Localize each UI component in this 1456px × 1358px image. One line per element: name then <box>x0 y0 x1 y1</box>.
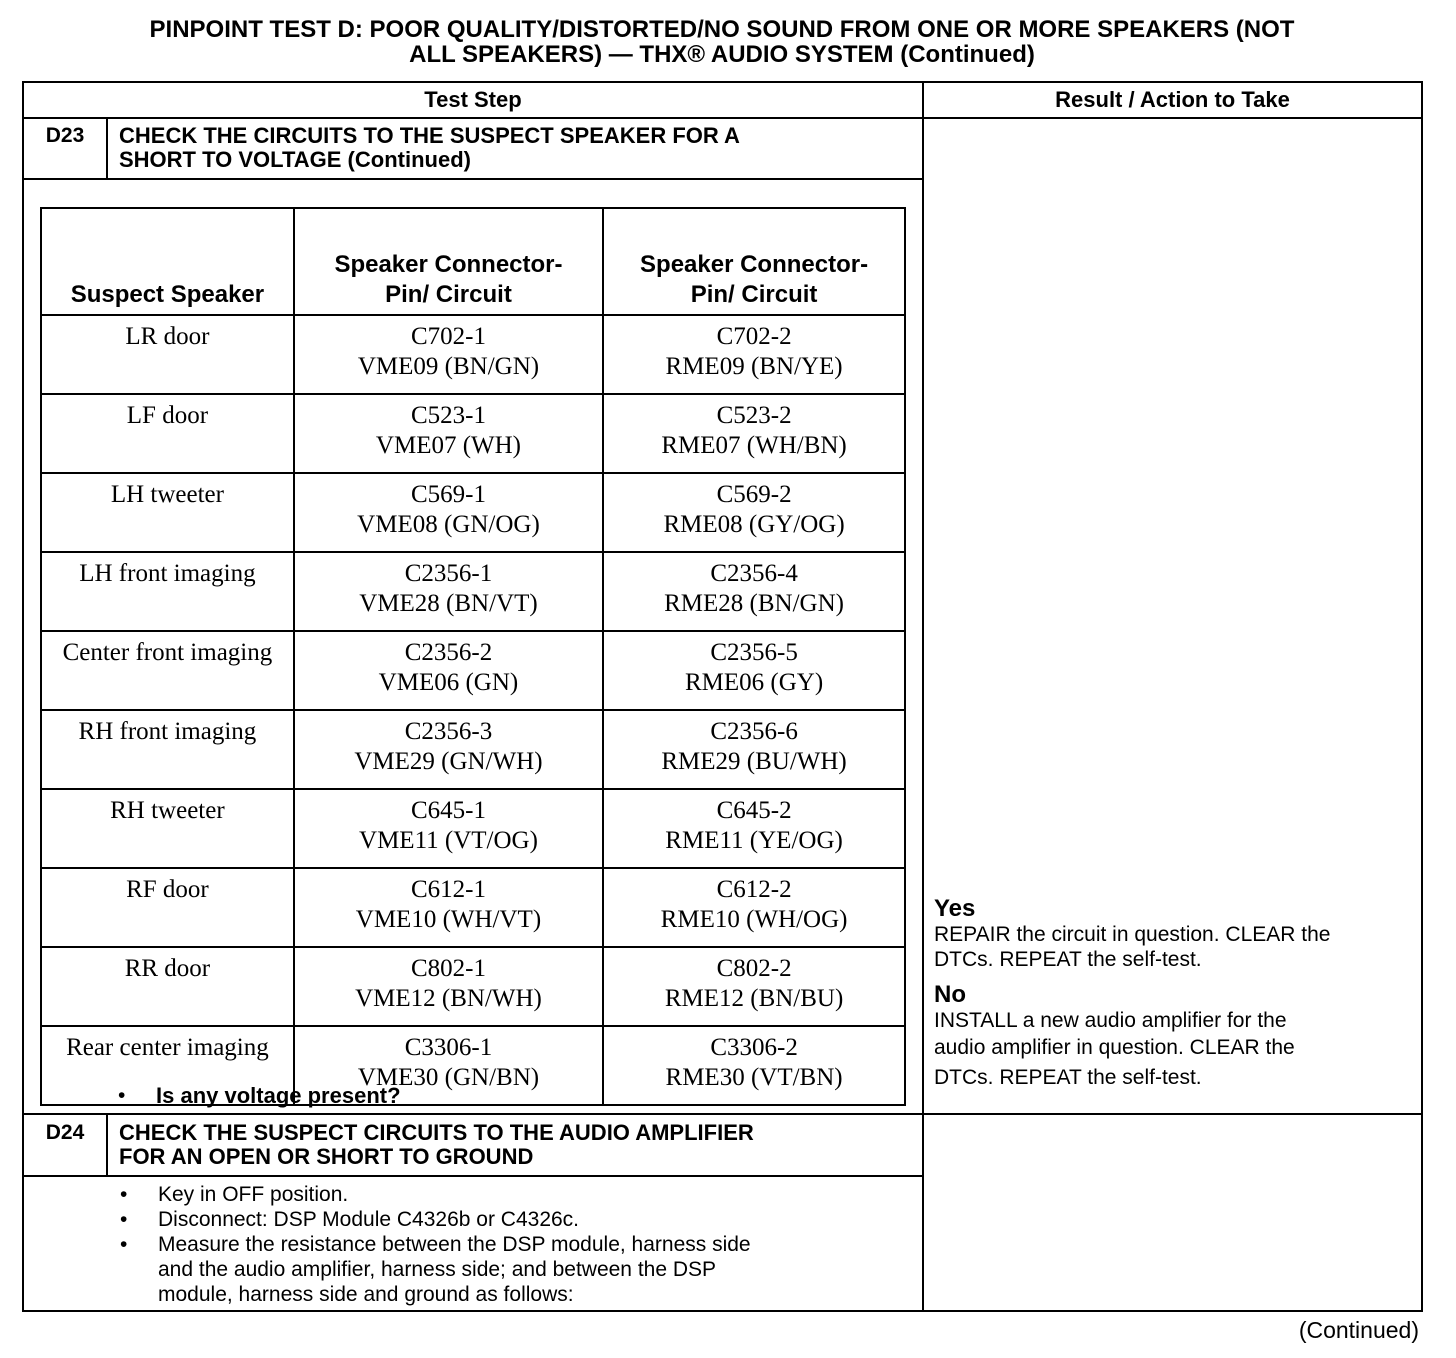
speaker-name: LF door <box>126 402 209 429</box>
connector-circuit-cell-2 <box>603 789 905 868</box>
step-number-d23: D23 <box>45 124 85 147</box>
circuit-code: VME09 (BN/GN) <box>357 353 540 380</box>
connector-pin: C2356-3 <box>404 718 493 745</box>
header-suspect-speaker: Suspect Speaker <box>41 208 294 315</box>
d24-step-3 <box>120 1232 910 1307</box>
circuit-code: RME12 (BN/BU) <box>664 985 844 1012</box>
d24-step-2 <box>120 1207 910 1232</box>
connector-circuit-cell-2 <box>603 947 905 1026</box>
table-row <box>41 552 905 631</box>
suspect-speaker-cell <box>41 315 294 394</box>
connector-pin: C802-2 <box>716 955 792 982</box>
speaker-table-header-row <box>41 208 905 315</box>
circuit-code: VME07 (WH) <box>375 432 522 459</box>
connector-circuit-cell-1 <box>294 631 603 710</box>
bullet-icon: • <box>118 1084 126 1107</box>
connector-circuit-cell-2 <box>603 552 905 631</box>
step-title-d24-line-1: CHECK THE SUSPECT CIRCUITS TO THE AUDIO AMPLIFIER <box>119 1120 754 1145</box>
bullet-icon: • <box>120 1233 128 1256</box>
speaker-name: Center front imaging <box>62 639 273 666</box>
connector-pin: C702-2 <box>716 323 792 350</box>
connector-pin: C2356-6 <box>710 718 798 745</box>
step-title-d23 <box>119 124 909 172</box>
step-number-divider <box>106 119 108 179</box>
d24-step-3-line-1: Measure the resistance between the DSP module, harness side <box>158 1233 751 1256</box>
connector-circuit-cell-1 <box>294 710 603 789</box>
result-yes-line-1: REPAIR the circuit in question. CLEAR the <box>934 923 1331 946</box>
step-title-d24 <box>119 1121 909 1169</box>
d24-step-1-text: Key in OFF position. <box>158 1183 349 1206</box>
connector-pin: C702-1 <box>410 323 486 350</box>
step-number-divider <box>106 1115 108 1175</box>
header-divider <box>24 117 1421 119</box>
connector-circuit-cell-2 <box>603 473 905 552</box>
speaker-name: RH front imaging <box>78 718 257 745</box>
d24-step-1 <box>120 1182 910 1207</box>
speaker-name: RR door <box>124 955 211 982</box>
result-no-label: No <box>934 981 966 1008</box>
circuit-code: VME11 (VT/OG) <box>359 827 538 854</box>
step-title-d23-line-1: CHECK THE CIRCUITS TO THE SUSPECT SPEAKER FOR A <box>119 123 740 148</box>
table-row <box>41 710 905 789</box>
circuit-code: VME29 (GN/WH) <box>354 748 543 775</box>
circuit-code: RME10 (WH/OG) <box>660 906 848 933</box>
suspect-speaker-cell <box>41 631 294 710</box>
connector-pin: C3306-1 <box>404 1034 493 1061</box>
suspect-speaker-cell <box>41 868 294 947</box>
table-row <box>41 947 905 1026</box>
result-no-line-2: audio amplifier in question. CLEAR the <box>934 1036 1295 1059</box>
d24-step-3-line-2: and the audio amplifier, harness side; and between the DSP <box>158 1258 717 1281</box>
speaker-name: RF door <box>126 876 209 903</box>
speaker-name: Rear center imaging <box>66 1034 269 1061</box>
circuit-code: RME06 (GY) <box>684 669 824 696</box>
connector-pin: C2356-5 <box>710 639 798 666</box>
suspect-speaker-cell <box>41 473 294 552</box>
connector-pin: C612-1 <box>410 876 486 903</box>
connector-pin: C569-1 <box>410 481 486 508</box>
circuit-code: RME07 (WH/BN) <box>661 432 847 459</box>
header-connector-pin-circuit-1: Speaker Connector-Pin/ Circuit <box>294 208 603 315</box>
connector-circuit-cell-1 <box>294 552 603 631</box>
page-title-line-1: PINPOINT TEST D: POOR QUALITY/DISTORTED/NO SOUND FROM ONE OR MORE SPEAKERS (NOT <box>149 16 1295 43</box>
circuit-code: RME28 (BN/GN) <box>664 590 844 617</box>
connector-pin: C523-1 <box>410 402 486 429</box>
circuit-code: RME09 (BN/YE) <box>665 353 843 380</box>
continued-footer: (Continued) <box>1298 1317 1419 1343</box>
step-title-divider <box>24 1175 922 1177</box>
step-title-divider <box>24 178 922 180</box>
suspect-speaker-cell <box>41 552 294 631</box>
circuit-code: RME08 (GY/OG) <box>663 511 845 538</box>
table-row <box>41 315 905 394</box>
suspect-speaker-cell <box>41 789 294 868</box>
column-divider <box>922 83 924 1312</box>
connector-pin: C2356-2 <box>404 639 493 666</box>
connector-circuit-cell-2 <box>603 868 905 947</box>
connector-pin: C523-2 <box>716 402 792 429</box>
circuit-code: VME08 (GN/OG) <box>357 511 540 538</box>
connector-pin: C569-2 <box>716 481 792 508</box>
connector-circuit-cell-1 <box>294 789 603 868</box>
step-number-d24: D24 <box>45 1121 85 1144</box>
suspect-speaker-cell <box>41 710 294 789</box>
table-row <box>41 473 905 552</box>
table-row <box>41 631 905 710</box>
circuit-code: VME10 (WH/VT) <box>355 906 542 933</box>
connector-circuit-cell-2 <box>603 631 905 710</box>
bullet-icon: • <box>120 1208 128 1231</box>
table-row <box>41 868 905 947</box>
column-header-result-action: Result / Action to Take <box>1055 87 1290 112</box>
result-yes-label: Yes <box>934 895 976 922</box>
speaker-name: LH front imaging <box>79 560 256 587</box>
connector-pin: C612-2 <box>716 876 792 903</box>
connector-pin: C645-2 <box>716 797 792 824</box>
connector-pin: C3306-2 <box>710 1034 798 1061</box>
connector-circuit-cell-1 <box>294 868 603 947</box>
connector-circuit-cell-1 <box>294 394 603 473</box>
bullet-icon: • <box>120 1183 128 1206</box>
speaker-name: LH tweeter <box>110 481 224 508</box>
circuit-code: RME11 (YE/OG) <box>665 827 843 854</box>
table-row <box>41 394 905 473</box>
result-yes-line-2: DTCs. REPEAT the self-test. <box>934 948 1202 971</box>
pinpoint-test-table <box>22 81 1423 1312</box>
header-connector-pin-circuit-2: Speaker Connector-Pin/ Circuit <box>603 208 905 315</box>
step-separator-d23-d24 <box>24 1113 1421 1115</box>
step-title-d23-line-2: SHORT TO VOLTAGE (Continued) <box>119 147 471 172</box>
step-title-d24-line-2: FOR AN OPEN OR SHORT TO GROUND <box>119 1144 534 1169</box>
speaker-name: RH tweeter <box>110 797 225 824</box>
d24-step-3-line-3: module, harness side and ground as follows: <box>158 1283 574 1306</box>
speaker-name: LR door <box>125 323 210 350</box>
page-title <box>22 17 1422 67</box>
d24-step-2-text: Disconnect: DSP Module C4326b or C4326c. <box>158 1208 580 1231</box>
circuit-code: VME30 (GN/BN) <box>357 1064 540 1091</box>
column-header-test-step: Test Step <box>424 87 522 112</box>
connector-circuit-cell-2 <box>603 710 905 789</box>
suspect-speaker-cell <box>41 394 294 473</box>
table-row <box>41 789 905 868</box>
result-no-line-1: INSTALL a new audio amplifier for the <box>934 1009 1287 1032</box>
d23-result <box>934 896 1422 1093</box>
result-no-line-3: DTCs. REPEAT the self-test. <box>934 1066 1202 1089</box>
connector-pin: C2356-1 <box>404 560 493 587</box>
page-title-line-2: ALL SPEAKERS) — THX® AUDIO SYSTEM (Continued) <box>409 41 1035 68</box>
speaker-table-body <box>41 315 905 1105</box>
connector-circuit-cell-1 <box>294 315 603 394</box>
circuit-code: RME29 (BU/WH) <box>661 748 847 775</box>
circuit-code: RME30 (VT/BN) <box>665 1064 843 1091</box>
connector-pin: C645-1 <box>410 797 486 824</box>
connector-circuit-cell-2 <box>603 315 905 394</box>
circuit-code: VME06 (GN) <box>378 669 519 696</box>
circuit-code: VME12 (BN/WH) <box>355 985 542 1012</box>
connector-circuit-cell-1 <box>294 947 603 1026</box>
speaker-connector-table <box>40 207 906 1106</box>
connector-circuit-cell-1 <box>294 473 603 552</box>
circuit-code: VME28 (BN/VT) <box>359 590 538 617</box>
d24-step-3-text <box>158 1232 898 1307</box>
connector-pin: C802-1 <box>410 955 486 982</box>
connector-pin: C2356-4 <box>710 560 798 587</box>
voltage-question-text: Is any voltage present? <box>156 1083 401 1108</box>
suspect-speaker-cell <box>41 947 294 1026</box>
connector-circuit-cell-2 <box>603 394 905 473</box>
